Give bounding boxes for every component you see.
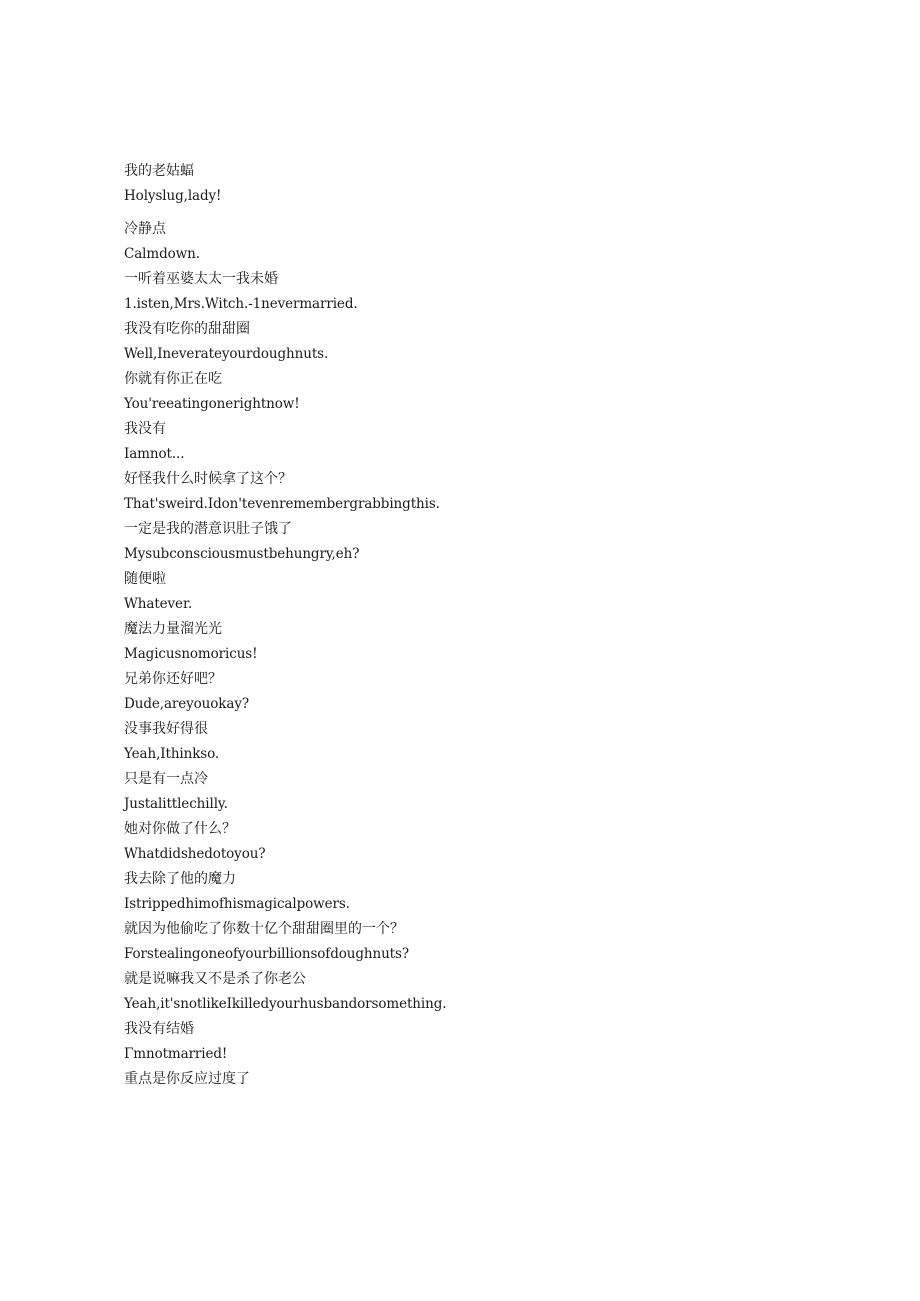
- english-subtitle-line: Istrippedhimofhismagicalpowers.: [124, 896, 350, 912]
- chinese-subtitle-line: 你就有你正在吃: [124, 371, 222, 387]
- english-subtitle-line: You'reeatingonerightnow!: [124, 396, 300, 412]
- subtitle-pair: [124, 967, 864, 1017]
- chinese-subtitle-line: 就是说嘛我又不是杀了你老公: [124, 971, 306, 987]
- subtitle-pair: [124, 267, 864, 317]
- subtitle-pair: [124, 467, 864, 517]
- chinese-subtitle-line: 兄弟你还好吧？: [124, 671, 222, 687]
- chinese-subtitle-line: 随便啦: [124, 571, 166, 587]
- english-subtitle-line: That'sweird.Idon'tevenremembergrabbingthis.: [124, 496, 440, 512]
- chinese-subtitle-line: 我没有吃你的甜甜圈: [124, 321, 250, 337]
- english-subtitle-line: Whatever.: [124, 596, 193, 612]
- subtitle-pair: [124, 517, 864, 567]
- english-subtitle-line: Yeah,it'snotlikeIkilledyourhusbandorsomething.: [124, 996, 447, 1012]
- chinese-subtitle-line: 冷静点: [124, 221, 166, 237]
- chinese-subtitle-line: 没事我好得很: [124, 721, 208, 737]
- english-subtitle-line: Well,Ineverateyourdoughnuts.: [124, 346, 329, 362]
- subtitle-pair: [124, 367, 864, 417]
- subtitle-pair: [124, 717, 864, 767]
- subtitle-pair: [124, 667, 864, 717]
- chinese-subtitle-line: 她对你做了什么？: [124, 821, 236, 837]
- subtitle-transcript: [124, 159, 864, 1091]
- chinese-subtitle-line: 只是有一点冷: [124, 771, 208, 787]
- subtitle-pair: [124, 217, 864, 267]
- english-subtitle-line: Justalittlechilly.: [124, 796, 228, 812]
- subtitle-pair: [124, 617, 864, 667]
- english-subtitle-line: Iamnot...: [124, 446, 185, 462]
- subtitle-pair: [124, 1017, 864, 1067]
- subtitle-pair: [124, 867, 864, 917]
- english-subtitle-line: Γmnotmarried!: [124, 1046, 228, 1062]
- subtitle-pair: [124, 417, 864, 467]
- chinese-subtitle-line: 一定是我的潜意识肚子饿了: [124, 521, 292, 537]
- chinese-subtitle-line: 重点是你反应过度了: [124, 1071, 250, 1087]
- english-subtitle-line: Whatdidshedotoyou?: [124, 846, 266, 862]
- subtitle-pair: [124, 917, 864, 967]
- chinese-subtitle-line: 好怪我什么时候拿了这个？: [124, 471, 292, 487]
- subtitle-pair: [124, 567, 864, 617]
- chinese-subtitle-line: 一听着巫婆太太一我未婚: [124, 271, 278, 287]
- chinese-subtitle-line: 我的老姑蝠: [124, 163, 194, 179]
- subtitle-pair: [124, 817, 864, 867]
- subtitle-pair: [124, 159, 864, 209]
- chinese-subtitle-line: 我没有: [124, 421, 166, 437]
- english-subtitle-line: Forstealingoneofyourbillionsofdoughnuts?: [124, 946, 409, 962]
- english-subtitle-line: Magicusnomoricus!: [124, 646, 258, 662]
- subtitle-pair: [124, 1067, 864, 1091]
- english-subtitle-line: Calmdown.: [124, 246, 200, 262]
- subtitle-pair: [124, 767, 864, 817]
- chinese-subtitle-line: 魔法力量溜光光: [124, 621, 222, 637]
- english-subtitle-line: Dude,areyouokay?: [124, 696, 250, 712]
- chinese-subtitle-line: 就因为他偷吃了你数十亿个甜甜圈里的一个？: [124, 921, 404, 937]
- subtitle-pair: [124, 317, 864, 367]
- chinese-subtitle-line: 我去除了他的魔力: [124, 871, 236, 887]
- chinese-subtitle-line: 我没有结婚: [124, 1021, 194, 1037]
- english-subtitle-line: Yeah,Ithinkso.: [124, 746, 220, 762]
- english-subtitle-line: Mysubconsciousmustbehungry,eh?: [124, 546, 360, 562]
- english-subtitle-line: 1.isten,Mrs.Witch.-1nevermarried.: [124, 296, 358, 312]
- english-subtitle-line: Holyslug,lady!: [124, 188, 222, 204]
